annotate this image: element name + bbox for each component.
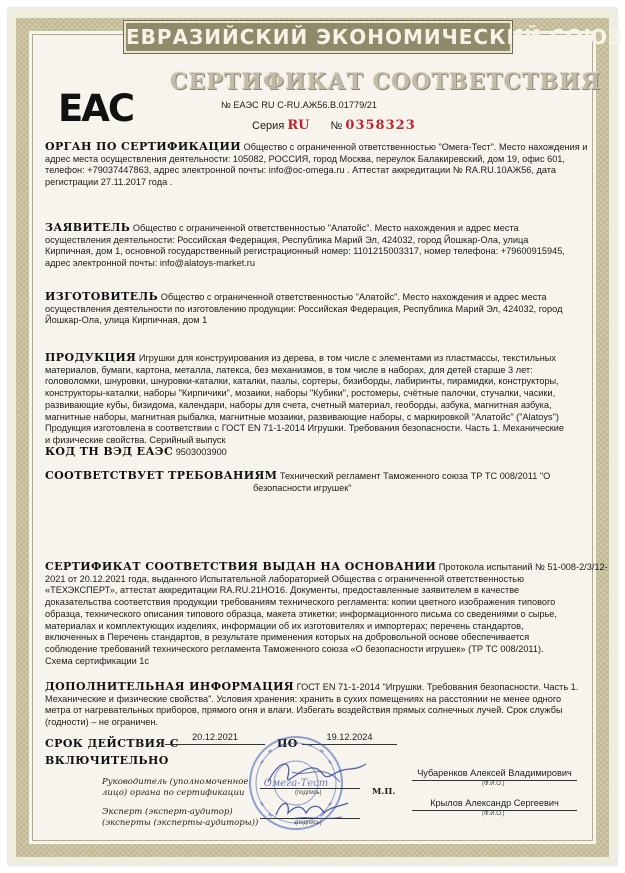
serial-number: 0358323 — [345, 118, 416, 133]
manufacturer-text-3: Йошкар-Ола, улица Кирпичная, дом 1 — [45, 315, 208, 326]
basis-text-5: образца, технического описания типового образца, макета этикетки; информационного письма со сведениями о сырье, — [45, 608, 557, 619]
eac-mark: ЕАС — [58, 87, 134, 130]
product-text-3: головоломки, шнуровки, шнуровки-каталки, каталки, пазлы, сортеры, бизиборды, лабиринты, пирамидки, конструкторы, — [45, 376, 559, 387]
section-product — [45, 352, 564, 447]
organ-text-4: регистрации 27.11.2017 года . — [45, 177, 173, 188]
head-label — [102, 777, 248, 798]
registration-number — [221, 100, 377, 112]
expert-name: Крылов Александр Сергеевич — [412, 798, 577, 811]
applicant-text-4: адрес электронной почты: info@alatoys-market.ru — [45, 258, 255, 269]
expert-signature-scribble — [272, 795, 352, 825]
conformity-label: СООТВЕТСТВУЕТ ТРЕБОВАНИЯМ — [45, 469, 278, 482]
expert-name-caption: (Ф.И.О.) — [482, 811, 505, 817]
head-signature-scribble — [262, 752, 372, 792]
registration-prefix: № ЕАЭС — [221, 100, 259, 110]
section-applicant — [45, 222, 565, 270]
head-signature-caption: (подпись) — [295, 790, 322, 796]
expert-label-2: (эксперты (эксперты-аудиторы)) — [102, 817, 259, 828]
validity-to-label: ПО — [277, 737, 298, 750]
basis-text-6: материалах и комплектующих изделиях, информации об их изготовителях и импортерах; перечень стандартов, — [45, 620, 524, 631]
organ-text-3: телефон: +79037447863, адрес электронной почты: info@oc-omega.ru . Аттестат аккредитации № RA.RU.10АЖ56, дата — [45, 165, 556, 176]
additional-text-1: ГОСТ EN 71-1-2014 "Игрушки. Требования безопасности. Часть 1. — [296, 682, 579, 692]
series-value: RU — [287, 118, 310, 133]
head-label-2: лицо) органа по сертификации — [102, 787, 245, 798]
manufacturer-text-2: осуществления деятельности по изготовлению продукции: Российская Федерация, Республика Марий Эл, 424032, город — [45, 303, 563, 314]
applicant-text-2: осуществления деятельности: Российская Федерация, Республика Марий Эл, 424032, город Йошкар-Ола, улица — [45, 234, 529, 245]
conformity-text-1: Технический регламент Таможенного союза ТР ТС 008/2011 "О — [279, 471, 551, 481]
section-basis — [45, 561, 608, 667]
head-label-1: Руководитель (уполномоченное — [102, 777, 249, 787]
additional-text-4: (годности) – не ограничен. — [45, 717, 159, 728]
section-additional — [45, 681, 578, 729]
organ-label: ОРГАН ПО СЕРТИФИКАЦИИ — [45, 140, 242, 153]
number-prefix: № — [330, 120, 343, 132]
product-text-5: развивающие кубы, бизидома, календари, наборы для счета, счетный материал, геоборды, азбука, магнитная азбука, — [45, 399, 552, 410]
head-name: Чубаренков Алексей Владимирович — [412, 768, 577, 781]
section-tn-ved — [45, 446, 227, 459]
basis-text-4: доказательства соответствия продукции требованиям технического регламента: копии цветного изображения типового — [45, 597, 556, 608]
product-text-6: магнитные наборы, магнитная рыбалка, магнитные мозаики, развивающие наборы, с маркировкой "Алатойс" ("Alatoys") — [45, 411, 559, 422]
section-manufacturer — [45, 291, 562, 327]
tn-ved-value: 9503003900 — [175, 447, 227, 457]
basis-text-1: Протокола испытаний № 51-008-2/3/12- — [438, 562, 608, 572]
applicant-text-1: Общество с ограниченной ответственностью "Алатойс". Место нахождения и адрес места — [132, 223, 519, 233]
union-banner: ЕВРАЗИЙСКИЙ ЭКОНОМИЧЕСКИЙ СОЮЗ — [124, 21, 512, 53]
tn-ved-label: КОД ТН ВЭД ЕАЭС — [45, 445, 174, 458]
series-number — [252, 118, 416, 133]
expert-label-1: Эксперт (эксперт-аудитор) — [102, 807, 233, 817]
applicant-label: ЗАЯВИТЕЛЬ — [45, 221, 131, 234]
section-organ — [45, 141, 587, 189]
additional-text-3: метра от нагревательных приборов, прямого огня и влаги. Избегать воздействия прямых солнечных лучей. Срок службы — [45, 705, 563, 716]
conformity-text-2: безопасности игрушек" — [253, 482, 352, 493]
basis-text-2: 2021 от 20.12.2021 года, выданного Испытательной лабораторией Общества с ограниченной ответственностью — [45, 573, 524, 584]
product-text-7: Продукция изготовлена в соответствии с ГОСТ EN 71-1-2014 Игрушки. Требования безопасности. Часть 1. Механические — [45, 423, 564, 434]
basis-text-3: «ТЕХЭКСПЕРТ», аттестат аккредитации RA.RU.21НО16. Документы, предоставленные заявителем в качестве — [45, 585, 520, 596]
product-text-2: материалов, бумаги, картона, металла, латекса, без механизмов, в том числе в наборах, для детей старше 3 лет: — [45, 364, 533, 375]
section-conformity — [45, 470, 550, 494]
validity-label-inclusive: ВКЛЮЧИТЕЛЬНО — [45, 754, 169, 767]
certificate-title: СЕРТИФИКАТ СООТВЕТСТВИЯ — [170, 69, 602, 95]
basis-text-8: соблюдение требований технического регламента Таможенного союза «О безопасности игрушек» (ТР ТС 008/2011). — [45, 643, 544, 654]
manufacturer-label: ИЗГОТОВИТЕЛЬ — [45, 290, 159, 303]
additional-text-2: Механические и физические свойства". Условия хранения: хранить в сухих помещениях на расстоянии не менее одного — [45, 693, 562, 704]
expert-label — [102, 807, 258, 828]
basis-label: СЕРТИФИКАТ СООТВЕТСТВИЯ ВЫДАН НА ОСНОВАНИИ — [45, 560, 437, 573]
head-name-caption: (Ф.И.О.) — [482, 781, 505, 787]
product-label: ПРОДУКЦИЯ — [45, 351, 137, 364]
organ-text-2: адрес места осуществления деятельности: 105082, РОССИЯ, город Москва, переулок Балакиревский, дом 19, офис 601, — [45, 153, 565, 164]
stamp-center-text: Омега-Тест — [263, 778, 329, 789]
product-text-1: Игрушки для конструирования из дерева, в том числе с элементами из пластмассы, текстильных — [138, 353, 557, 363]
basis-text-7: включенных в Перечень стандартов, в результате применения которых на добровольной основе обеспечивается — [45, 632, 530, 643]
validity-label-from: СРОК ДЕЙСТВИЯ С — [45, 737, 179, 750]
basis-text-9: Схема сертификации 1с — [45, 655, 149, 666]
applicant-text-3: Кирпичная, дом 1, основной государственный регистрационный номер: 1101215003317, номер телефона: +79600915945, — [45, 246, 565, 257]
registration-value: RU C-RU.АЖ56.В.01779/21 — [261, 100, 377, 110]
additional-label: ДОПОЛНИТЕЛЬНАЯ ИНФОРМАЦИЯ — [45, 680, 295, 693]
manufacturer-text-1: Общество с ограниченной ответственностью "Алатойс". Место нахождения и адрес места — [160, 292, 547, 302]
mp-label: М.П. — [372, 787, 396, 797]
expert-signature-caption: (подпись) — [295, 820, 322, 826]
organ-text-1: Общество с ограниченной ответственностью "Омега-Тест". Место нахождения и — [243, 142, 588, 152]
valid-to-date: 19.12.2024 — [302, 732, 397, 745]
valid-from-date: 20.12.2021 — [165, 732, 265, 745]
series-label: Серия — [252, 120, 285, 132]
product-text-8: и физические свойства. Серийный выпуск — [45, 434, 226, 445]
product-text-4: конструкторы-каталки, наборы "Кирпичики", мозаики, наборы "Кубики", ростомеры, счётные палочки, стучалки, часики, — [45, 388, 556, 399]
